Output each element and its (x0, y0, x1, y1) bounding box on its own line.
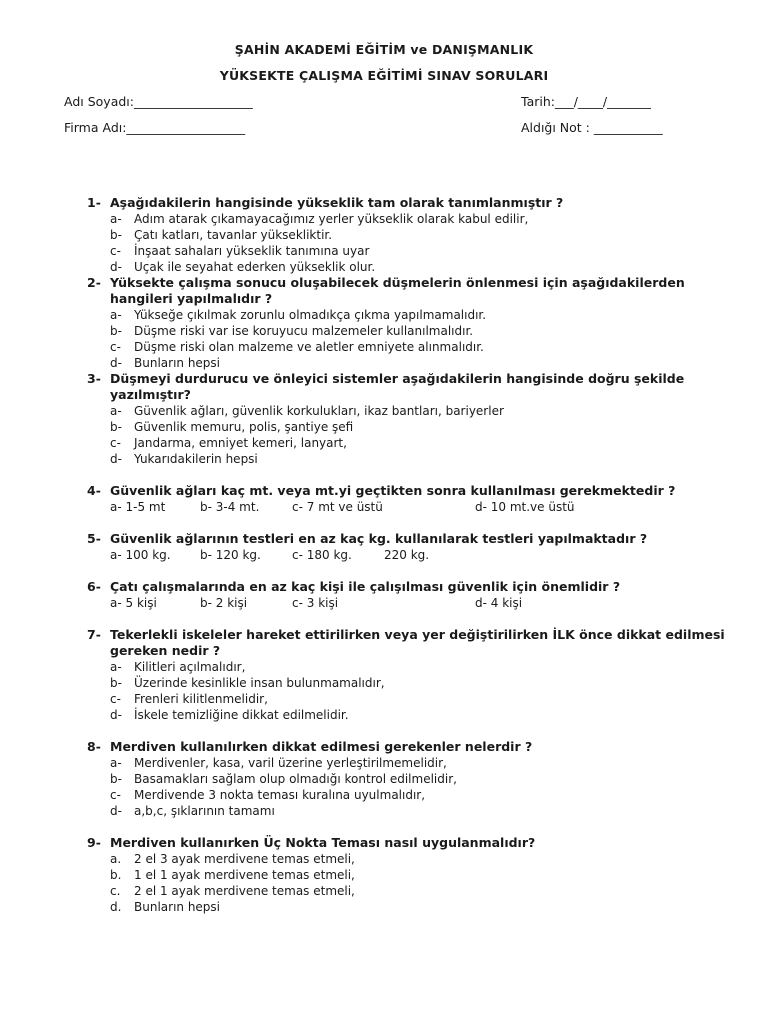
answer-option (0, 403, 768, 419)
grade-field: Aldığı Not : ___________ (521, 120, 663, 135)
option-text: Basamakları sağlam olup olmadığı kontrol edilmelidir, (134, 772, 457, 786)
answer-option (0, 451, 768, 467)
answer-option: d- 4 kişi (475, 596, 523, 610)
option-letter: a- (110, 404, 122, 418)
answer-option: b- 2 kişi (200, 596, 248, 610)
question-text (0, 627, 768, 659)
option-letter: c. (110, 884, 121, 898)
question-label: Merdiven kullanılırken dikkat edilmesi gerekenler nelerdir ? (110, 739, 533, 754)
question-number: 8- (87, 739, 101, 754)
answer-option (0, 243, 768, 259)
option-text: Düşme riski var ise koruyucu malzemeler kullanılmalıdır. (134, 324, 474, 338)
question-label: Tekerlekli iskeleler hareket ettirilirken veya yer değiştirilirken İLK önce dikkat edilmesi gereken nedir ? (110, 627, 725, 658)
answer-option (0, 419, 768, 435)
option-text: Uçak ile seyahat ederken yükseklik olur. (134, 260, 376, 274)
answer-option (0, 355, 768, 371)
option-text: Düşme riski olan malzeme ve aletler emniyete alınmalıdır. (134, 340, 484, 354)
question-6 (0, 579, 768, 611)
option-letter: d- (110, 356, 122, 370)
question-text (0, 579, 768, 595)
answer-option (0, 867, 768, 883)
answer-option (0, 307, 768, 323)
answer-option (0, 803, 768, 819)
question-number: 4- (87, 483, 101, 498)
question-text (0, 835, 768, 851)
question-text (0, 371, 768, 403)
document-subtitle: YÜKSEKTE ÇALIŞMA EĞİTİMİ SINAV SORULARI (219, 68, 549, 83)
option-letter: c- (110, 244, 121, 258)
question-4 (0, 483, 768, 515)
question-text (0, 275, 768, 307)
answer-option (0, 883, 768, 899)
question-number: 2- (87, 275, 101, 290)
option-text: Yükseğe çıkılmak zorunlu olmadıkça çıkma yapılmamalıdır. (134, 308, 487, 322)
question-number: 1- (87, 195, 101, 210)
option-text: Merdivenler, kasa, varil üzerine yerleştirilmemelidir, (134, 756, 447, 770)
option-text: Jandarma, emniyet kemeri, lanyart, (134, 436, 347, 450)
document-title: ŞAHİN AKADEMİ EĞİTİM ve DANIŞMANLIK (234, 42, 534, 57)
question-label: Düşmeyi durdurucu ve önleyici sistemler aşağıdakilerin hangisinde doğru şekilde yazılmıştır? (110, 371, 685, 402)
question-8 (0, 739, 768, 819)
question-9 (0, 835, 768, 915)
answer-option (0, 211, 768, 227)
answer-option: b- 120 kg. (200, 548, 261, 562)
answer-option (0, 787, 768, 803)
option-letter: b- (110, 420, 122, 434)
option-text: Çatı katları, tavanlar yüksekliktir. (134, 228, 333, 242)
option-letter: d- (110, 708, 122, 722)
answer-option: a- 5 kişi (110, 596, 157, 610)
option-text: 2 el 1 ayak merdivene temas etmeli, (134, 884, 355, 898)
question-number: 3- (87, 371, 101, 386)
option-letter: a. (110, 852, 122, 866)
question-label: Güvenlik ağları kaç mt. veya mt.yi geçtikten sonra kullanılması gerekmektedir ? (110, 483, 676, 498)
answer-option (0, 259, 768, 275)
option-text: Yukarıdakilerin hepsi (134, 452, 258, 466)
answer-option (0, 691, 768, 707)
answer-option (0, 227, 768, 243)
option-letter: c- (110, 436, 121, 450)
question-2 (0, 275, 768, 371)
question-text (0, 483, 768, 499)
option-letter: a- (110, 308, 122, 322)
company-field: Firma Adı:___________________ (64, 120, 246, 135)
answer-option: 220 kg. (384, 548, 430, 562)
answer-option: d- 10 mt.ve üstü (475, 500, 575, 514)
question-5 (0, 531, 768, 563)
question-number: 7- (87, 627, 101, 642)
question-3 (0, 371, 768, 467)
question-text (0, 739, 768, 755)
option-letter: b- (110, 772, 122, 786)
answer-option (0, 899, 768, 915)
question-text (0, 195, 768, 211)
option-text: Güvenlik memuru, polis, şantiye şefi (134, 420, 354, 434)
question-text (0, 531, 768, 547)
option-letter: a- (110, 660, 122, 674)
inline-options (0, 547, 768, 563)
option-text: Frenleri kilitlenmelidir, (134, 692, 268, 706)
name-field: Adı Soyadı:___________________ (64, 94, 253, 109)
option-text: Üzerinde kesinlikle insan bulunmamalıdır, (134, 676, 385, 690)
option-letter: a- (110, 212, 122, 226)
option-letter: a- (110, 756, 122, 770)
option-letter: c- (110, 692, 121, 706)
option-letter: b. (110, 868, 122, 882)
answer-option (0, 435, 768, 451)
option-letter: d- (110, 260, 122, 274)
answer-option: c- 180 kg. (292, 548, 352, 562)
option-text: İskele temizliğine dikkat edilmelidir. (134, 708, 349, 722)
option-letter: b- (110, 228, 122, 242)
answer-option (0, 659, 768, 675)
question-7 (0, 627, 768, 723)
question-list (0, 195, 768, 915)
option-text: Bunların hepsi (134, 900, 221, 914)
option-letter: d- (110, 452, 122, 466)
question-label: Yüksekte çalışma sonucu oluşabilecek düşmelerin önlenmesi için aşağıdakilerden hangileri yapılmalıdır ? (110, 275, 685, 306)
option-letter: d- (110, 804, 122, 818)
answer-option (0, 323, 768, 339)
answer-option: b- 3-4 mt. (200, 500, 260, 514)
answer-option: a- 1-5 mt (110, 500, 166, 514)
question-number: 5- (87, 531, 101, 546)
option-text: Güvenlik ağları, güvenlik korkulukları, ikaz bantları, bariyerler (134, 404, 504, 418)
option-text: Bunların hepsi (134, 356, 221, 370)
option-letter: b- (110, 676, 122, 690)
question-label: Aşağıdakilerin hangisinde yükseklik tam olarak tanımlanmıştır ? (110, 195, 564, 210)
option-text: Kilitleri açılmalıdır, (134, 660, 246, 674)
answer-option: c- 3 kişi (292, 596, 339, 610)
question-label: Çatı çalışmalarında en az kaç kişi ile çalışılması güvenlik için önemlidir ? (110, 579, 621, 594)
answer-option (0, 755, 768, 771)
option-letter: c- (110, 340, 121, 354)
question-label: Merdiven kullanırken Üç Nokta Teması nasıl uygulanmalıdır? (110, 835, 536, 850)
option-letter: b- (110, 324, 122, 338)
answer-option (0, 707, 768, 723)
inline-options (0, 499, 768, 515)
answer-option (0, 339, 768, 355)
option-text: İnşaat sahaları yükseklik tanımına uyar (134, 244, 370, 258)
answer-option (0, 771, 768, 787)
option-text: Merdivende 3 nokta teması kuralına uyulmalıdır, (134, 788, 426, 802)
answer-option: c- 7 mt ve üstü (292, 500, 383, 514)
option-text: 2 el 3 ayak merdivene temas etmeli, (134, 852, 355, 866)
answer-option: a- 100 kg. (110, 548, 171, 562)
answer-option (0, 851, 768, 867)
question-number: 6- (87, 579, 101, 594)
question-number: 9- (87, 835, 101, 850)
inline-options (0, 595, 768, 611)
answer-option (0, 675, 768, 691)
option-letter: c- (110, 788, 121, 802)
option-text: a,b,c, şıklarının tamamı (134, 804, 275, 818)
option-text: Adım atarak çıkamayacağımız yerler yükseklik olarak kabul edilir, (134, 212, 529, 226)
option-letter: d. (110, 900, 122, 914)
date-field: Tarih:___/____/_______ (521, 94, 651, 109)
question-1 (0, 195, 768, 275)
question-label: Güvenlik ağlarının testleri en az kaç kg. kullanılarak testleri yapılmaktadır ? (110, 531, 648, 546)
option-text: 1 el 1 ayak merdivene temas etmeli, (134, 868, 355, 882)
